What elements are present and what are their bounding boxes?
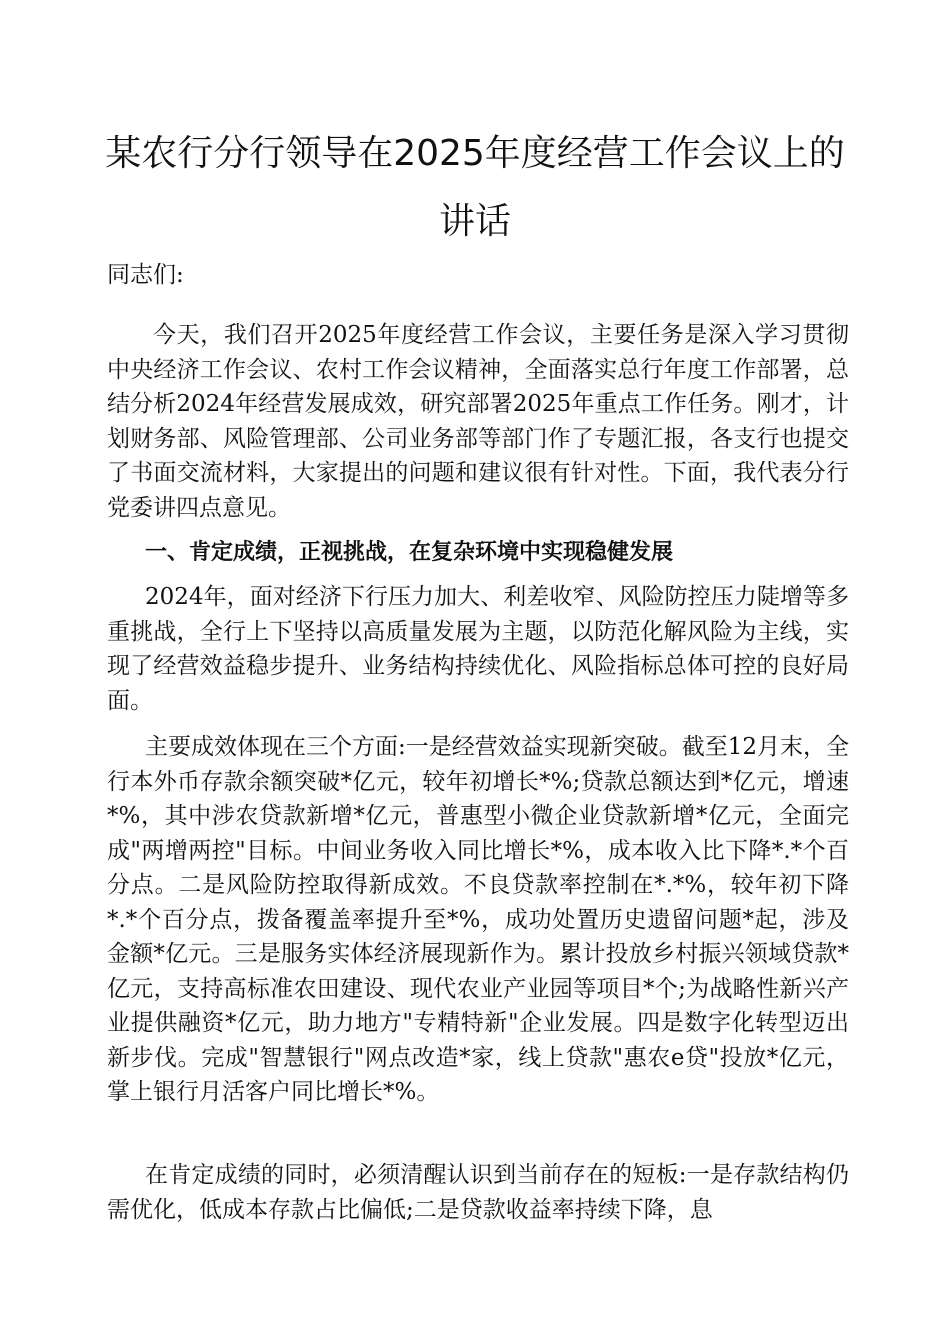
- paragraph-achievements: 主要成效体现在三个方面:一是经营效益实现新突破。截至12月末，全行本外币存款余额突破*亿元，较年初增长*%;贷款总额达到*亿元，增速*%，其中涉农贷款新增*亿元，普惠型小微企业贷款新增*亿元，全面完成"两增两控"目标。中间业务收入同比增长*%，成本收入比下降*.*个百分点。二是风险防控取得新成效。不良贷款率控制在*.*%，较年初下降*.*个百分点，拨备覆盖率提升至*%，成功处置历史遗留问题*起，涉及金额*亿元。三是服务实体经济展现新作为。累计投放乡村振兴领域贷款*亿元，支持高标准农田建设、现代农业产业园等项目*个;为战略性新兴产业提供融资*亿元，助力地方"专精特新"企业发展。四是数字化转型迈出新步伐。完成"智慧银行"网点改造*家，线上贷款"惠农e贷"投放*亿元，掌上银行月活客户同比增长*%。: [107, 734, 850, 1105]
- paragraph-opening: 今天，我们召开2025年度经营工作会议，主要任务是深入学习贯彻中央经济工作会议、农村工作会议精神，全面落实总行年度工作部署，总结分析2024年经营发展成效，研究部署2025年重点工作任务。刚才，计划财务部、风险管理部、公司业务部等部门作了专题汇报，各支行也提交了书面交流材料，大家提出的问题和建议很有针对性。下面，我代表分行党委讲四点意见。: [107, 322, 849, 521]
- paragraph-shortcomings: 在肯定成绩的同时，必须清醒认识到当前存在的短板:一是存款结构仍需优化，低成本存款占比偏低;二是贷款收益率持续下降，息: [107, 1162, 849, 1223]
- paragraph-2024-overview: 2024年，面对经济下行压力加大、利差收窄、风险防控压力陡增等多重挑战，全行上下坚持以高质量发展为主题，以防范化解风险为主线，实现了经营效益稳步提升、业务结构持续优化、风险指标总体可控的良好局面。: [107, 584, 849, 714]
- document-title-line-2: 讲话: [438, 201, 511, 242]
- salutation: 同志们:: [107, 262, 184, 288]
- section-heading-1: 一、肯定成绩，正视挑战，在复杂环境中实现稳健发展: [145, 540, 674, 565]
- document-title-line-1: 某农行分行领导在2025年度经营工作会议上的: [105, 133, 845, 174]
